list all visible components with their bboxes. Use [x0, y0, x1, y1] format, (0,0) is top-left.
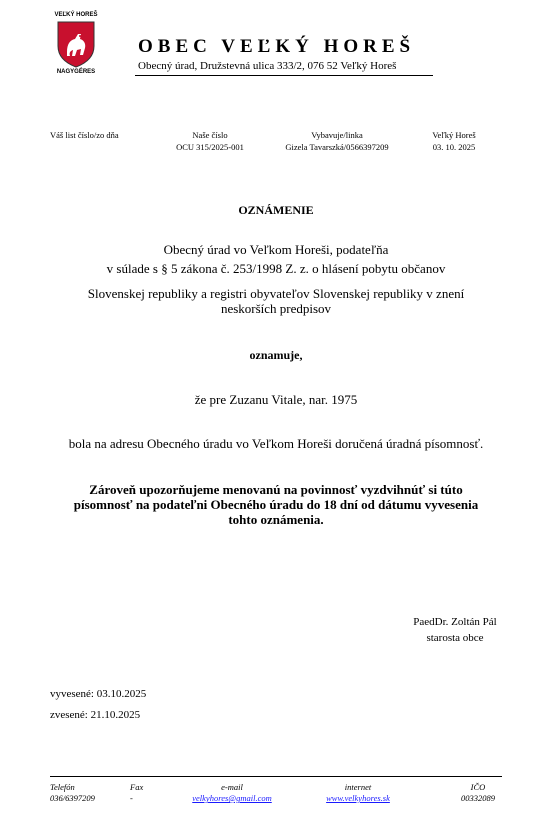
footer-label: e-mail — [221, 782, 243, 792]
footer-label: internet — [344, 782, 372, 792]
ref-value: Gizela Tavarszká/0566397209 — [285, 142, 389, 152]
recipient-line: že pre Zuzanu Vitale, nar. 1975 — [194, 392, 358, 407]
ref-our-number — [160, 129, 260, 153]
municipality-name: OBEC VEĽKÝ HOREŠ — [138, 36, 416, 57]
coat-of-arms — [50, 12, 102, 76]
footer-fax — [130, 782, 160, 804]
crest-top-label: VEĽKÝ HOREŠ — [54, 12, 98, 18]
ref-label: Váš list číslo/zo dňa — [50, 130, 119, 140]
ref-label: Veľký Horeš — [432, 130, 476, 140]
signature-block — [395, 614, 515, 646]
footer-internet — [308, 782, 408, 804]
footer-phone — [50, 782, 110, 804]
posted-date: vyvesené: 03.10.2025 — [50, 688, 147, 700]
website-link[interactable]: www.velkyhores.sk — [326, 793, 390, 803]
ref-label: Naše číslo — [192, 130, 228, 140]
office-address: Obecný úrad, Družstevná ulica 333/2, 076 52 Veľký Horeš — [138, 60, 397, 72]
footer-value: 036/6397209 — [50, 793, 95, 803]
footer-label: Fax — [130, 782, 144, 792]
ref-label: Vybavuje/linka — [311, 130, 363, 140]
announces-word: oznamuje, — [249, 348, 303, 362]
ref-value: 03. 10. 2025 — [432, 142, 476, 152]
crest-shield-icon — [56, 20, 96, 68]
footer-divider — [50, 776, 502, 777]
footer-value: - — [130, 793, 133, 803]
crest-bottom-label: NAGYGÉRES — [56, 69, 96, 75]
signatory-name: PaedDr. Zoltán Pál — [413, 616, 497, 628]
email-link[interactable]: velkyhores@gmail.com — [192, 793, 272, 803]
footer-ico — [448, 782, 508, 804]
removed-date: zvesené: 21.10.2025 — [50, 709, 141, 721]
intro-paragraph — [40, 240, 512, 278]
ref-place-date — [416, 129, 492, 153]
footer-label: Telefón — [50, 782, 75, 792]
intro-continuation: Slovenskej republiky a registri obyvateľov Slovenskej republiky v znení neskorších predpisov — [87, 286, 465, 316]
signatory-role: starosta obce — [426, 632, 484, 644]
delivery-line: bola na adresu Obecného úradu vo Veľkom Horeši doručená úradná písomnosť. — [68, 436, 484, 451]
pickup-notice: Zároveň upozorňujeme menovanú na povinnosť vyzdvihnúť si túto písomnosť na podateľni Obecného úradu do 18 dní od dátumu vyvesenia tohto oznámenia. — [73, 482, 479, 527]
header-divider — [135, 75, 433, 76]
document-title: OZNÁMENIE — [238, 203, 314, 217]
intro-line: Obecný úrad vo Veľkom Horeši, podateľňa — [163, 242, 389, 257]
ref-handled-by — [262, 129, 412, 153]
ref-value: OCU 315/2025-001 — [176, 142, 244, 152]
footer-email — [172, 782, 292, 804]
intro-line: v súlade s § 5 zákona č. 253/1998 Z. z. o hlásení pobytu občanov — [106, 261, 446, 276]
footer-label: IČO — [470, 782, 486, 792]
ref-your-letter — [50, 129, 140, 141]
footer-value: 00332089 — [461, 793, 495, 803]
